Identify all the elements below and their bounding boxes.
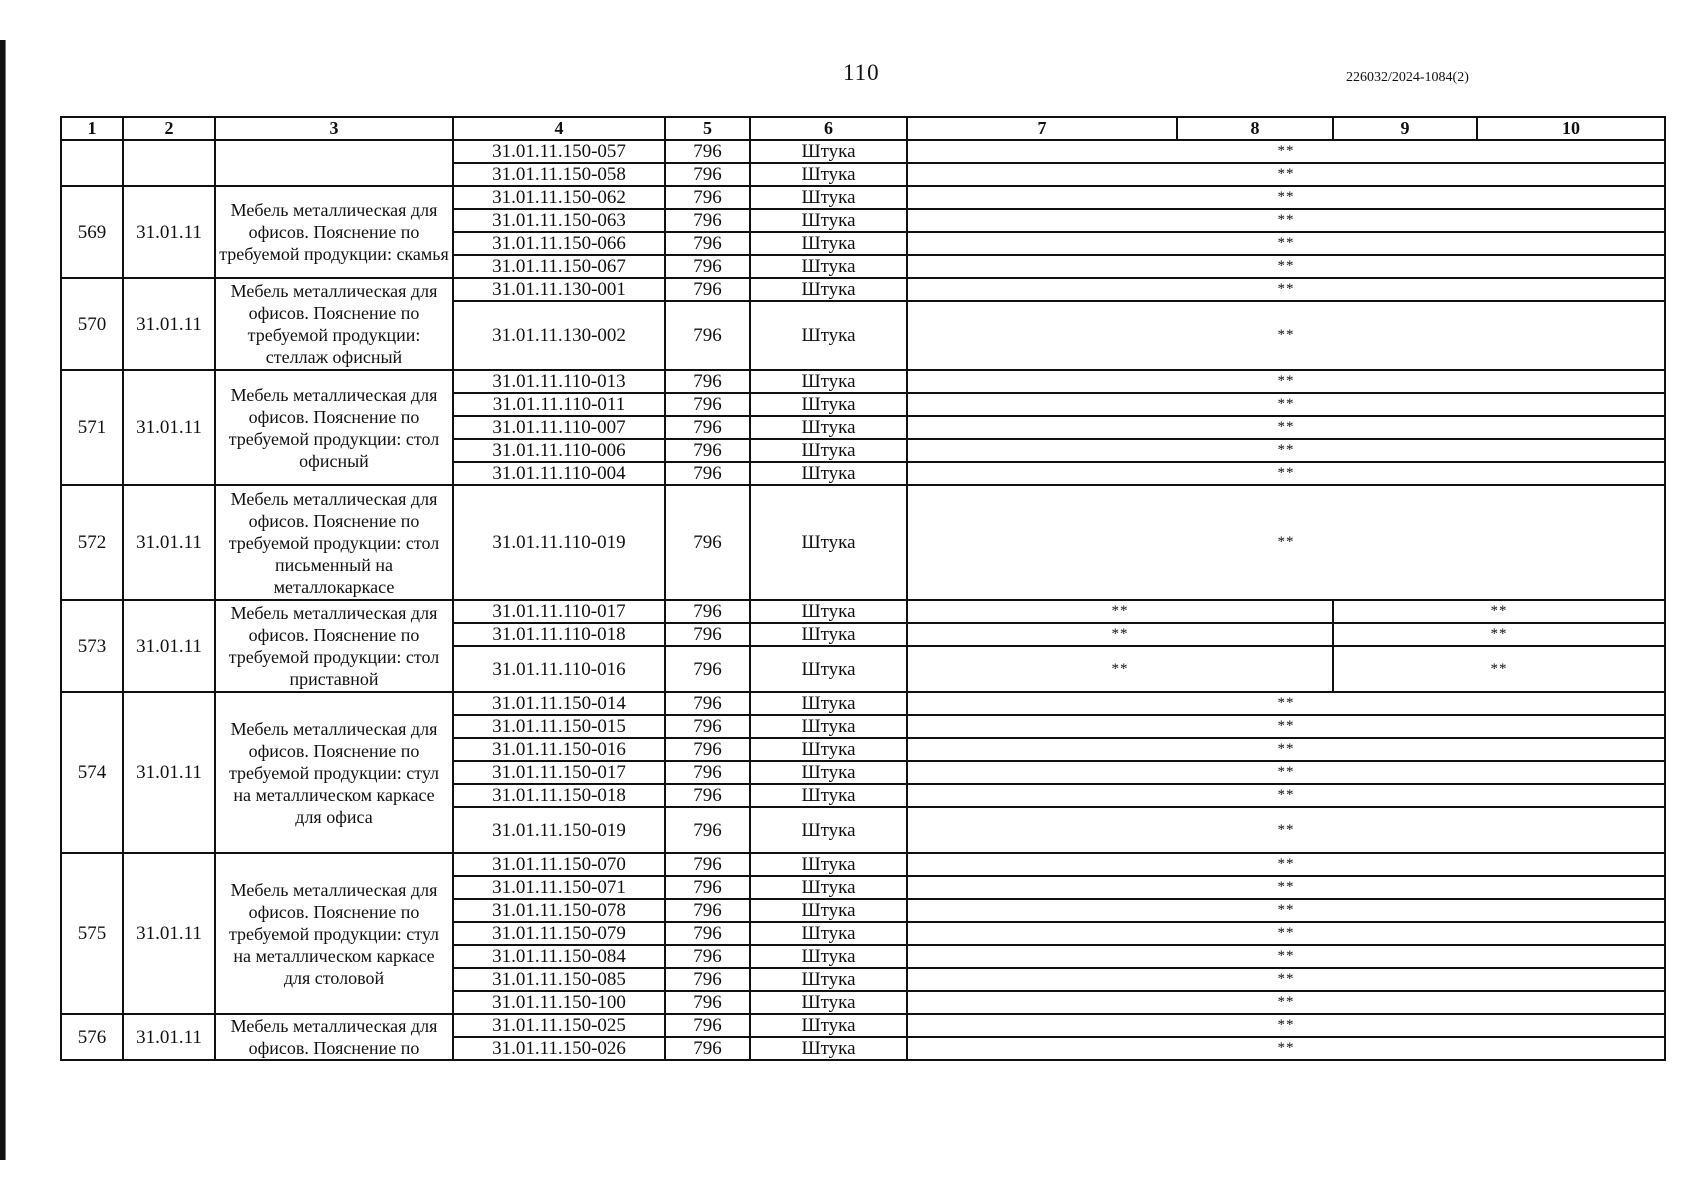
ktru-code-cell: 31.01.11.110-007 <box>453 416 665 439</box>
marks-cell: ** <box>907 876 1665 899</box>
unit-cell: Штука <box>750 876 907 899</box>
marks-cell: ** <box>907 899 1665 922</box>
table-row <box>61 1014 1665 1037</box>
item-number-cell: 576 <box>61 1014 123 1060</box>
table-row <box>61 186 1665 209</box>
description-cell: Мебель металлическая для офисов. Пояснение по <box>215 1014 453 1060</box>
unit-cell: Штука <box>750 1037 907 1060</box>
ktru-code-cell: 31.01.11.110-013 <box>453 370 665 393</box>
ktru-code-cell: 31.01.11.110-011 <box>453 393 665 416</box>
col-header-3: 3 <box>215 117 453 140</box>
ktru-code-cell: 31.01.11.150-025 <box>453 1014 665 1037</box>
item-number-cell: 571 <box>61 370 123 485</box>
unit-cell: Штука <box>750 462 907 485</box>
ktru-code-cell: 31.01.11.150-018 <box>453 784 665 807</box>
ktru-code-cell: 31.01.11.150-085 <box>453 968 665 991</box>
okei-code-cell: 796 <box>665 462 750 485</box>
unit-cell: Штука <box>750 301 907 370</box>
okpd-code-cell: 31.01.11 <box>123 692 215 853</box>
unit-cell: Штука <box>750 715 907 738</box>
okei-code-cell: 796 <box>665 485 750 600</box>
table-row <box>61 370 1665 393</box>
ktru-code-cell: 31.01.11.110-004 <box>453 462 665 485</box>
ktru-code-cell: 31.01.11.150-063 <box>453 209 665 232</box>
okei-code-cell: 796 <box>665 784 750 807</box>
unit-cell: Штука <box>750 278 907 301</box>
ktru-code-cell: 31.01.11.110-018 <box>453 623 665 646</box>
marks-cell: ** <box>907 232 1665 255</box>
marks-cell: ** <box>907 255 1665 278</box>
okei-code-cell: 796 <box>665 692 750 715</box>
okei-code-cell: 796 <box>665 140 750 163</box>
item-number-cell: 569 <box>61 186 123 278</box>
table-row <box>61 692 1665 715</box>
okei-code-cell: 796 <box>665 1037 750 1060</box>
table-row <box>61 600 1665 623</box>
ktru-code-cell: 31.01.11.150-015 <box>453 715 665 738</box>
ktru-code-cell: 31.01.11.150-070 <box>453 853 665 876</box>
unit-cell: Штука <box>750 1014 907 1037</box>
marks-cell: ** <box>907 761 1665 784</box>
unit-cell: Штука <box>750 209 907 232</box>
ktru-code-cell: 31.01.11.110-006 <box>453 439 665 462</box>
unit-cell: Штука <box>750 393 907 416</box>
marks-cell: ** <box>907 278 1665 301</box>
okpd-code-cell: 31.01.11 <box>123 278 215 370</box>
okei-code-cell: 796 <box>665 301 750 370</box>
marks-cell: ** <box>907 738 1665 761</box>
unit-cell: Штука <box>750 232 907 255</box>
item-number-cell: 574 <box>61 692 123 853</box>
okei-code-cell: 796 <box>665 600 750 623</box>
description-cell <box>215 140 453 186</box>
unit-cell: Штука <box>750 600 907 623</box>
ktru-code-cell: 31.01.11.150-078 <box>453 899 665 922</box>
okei-code-cell: 796 <box>665 278 750 301</box>
unit-cell: Штука <box>750 784 907 807</box>
item-number-cell <box>61 140 123 186</box>
description-cell: Мебель металлическая для офисов. Пояснение по требуемой продукции: стул на металлическом каркасе для офиса <box>215 692 453 853</box>
table-body <box>61 140 1665 1060</box>
table-row <box>61 140 1665 163</box>
document-id: 226032/2024-1084(2) <box>1346 70 1469 85</box>
marks-cell: ** <box>907 462 1665 485</box>
description-cell: Мебель металлическая для офисов. Пояснение по требуемой продукции: стеллаж офисный <box>215 278 453 370</box>
okei-code-cell: 796 <box>665 1014 750 1037</box>
ktru-code-cell: 31.01.11.110-016 <box>453 646 665 692</box>
col-header-6: 6 <box>750 117 907 140</box>
ktru-code-cell: 31.01.11.110-017 <box>453 600 665 623</box>
unit-cell: Штука <box>750 646 907 692</box>
scan-edge-mark <box>0 40 9 1160</box>
okpd-code-cell: 31.01.11 <box>123 600 215 692</box>
okei-code-cell: 796 <box>665 715 750 738</box>
unit-cell: Штука <box>750 945 907 968</box>
col-header-4: 4 <box>453 117 665 140</box>
okei-code-cell: 796 <box>665 439 750 462</box>
ktru-code-cell: 31.01.11.110-019 <box>453 485 665 600</box>
okei-code-cell: 796 <box>665 393 750 416</box>
unit-cell: Штука <box>750 623 907 646</box>
col-header-1: 1 <box>61 117 123 140</box>
okei-code-cell: 796 <box>665 922 750 945</box>
col-header-8: 8 <box>1177 117 1333 140</box>
col-header-10: 10 <box>1477 117 1665 140</box>
ktru-code-cell: 31.01.11.150-019 <box>453 807 665 853</box>
okei-code-cell: 796 <box>665 991 750 1014</box>
okei-code-cell: 796 <box>665 968 750 991</box>
unit-cell: Штука <box>750 991 907 1014</box>
marks-cell: ** <box>907 140 1665 163</box>
unit-cell: Штука <box>750 807 907 853</box>
marks-cell: ** <box>907 968 1665 991</box>
marks-cell: ** <box>907 945 1665 968</box>
unit-cell: Штука <box>750 140 907 163</box>
okei-code-cell: 796 <box>665 807 750 853</box>
ktru-code-cell: 31.01.11.130-001 <box>453 278 665 301</box>
okei-code-cell: 796 <box>665 945 750 968</box>
col-header-5: 5 <box>665 117 750 140</box>
unit-cell: Штука <box>750 738 907 761</box>
unit-cell: Штука <box>750 485 907 600</box>
item-number-cell: 575 <box>61 853 123 1014</box>
ktru-code-cell: 31.01.11.130-002 <box>453 301 665 370</box>
unit-cell: Штука <box>750 692 907 715</box>
catalog-table <box>60 116 1666 1061</box>
marks-cell: ** <box>907 485 1665 600</box>
unit-cell: Штука <box>750 186 907 209</box>
okei-code-cell: 796 <box>665 876 750 899</box>
unit-cell: Штука <box>750 439 907 462</box>
ktru-code-cell: 31.01.11.150-062 <box>453 186 665 209</box>
ktru-code-cell: 31.01.11.150-026 <box>453 1037 665 1060</box>
marks-cell: ** <box>907 1037 1665 1060</box>
item-number-cell: 572 <box>61 485 123 600</box>
description-cell: Мебель металлическая для офисов. Пояснение по требуемой продукции: стул на металлическом каркасе для столовой <box>215 853 453 1014</box>
okei-code-cell: 796 <box>665 209 750 232</box>
description-cell: Мебель металлическая для офисов. Пояснение по требуемой продукции: стол письменный на металлокаркасе <box>215 485 453 600</box>
okpd-code-cell <box>123 140 215 186</box>
marks-cell: ** <box>907 370 1665 393</box>
table-row <box>61 278 1665 301</box>
description-cell: Мебель металлическая для офисов. Пояснение по требуемой продукции: стол приставной <box>215 600 453 692</box>
marks-cell: ** <box>907 186 1665 209</box>
ktru-code-cell: 31.01.11.150-100 <box>453 991 665 1014</box>
marks-cell-secondary: ** <box>1333 600 1665 623</box>
unit-cell: Штука <box>750 163 907 186</box>
okei-code-cell: 796 <box>665 623 750 646</box>
marks-cell: ** <box>907 393 1665 416</box>
unit-cell: Штука <box>750 899 907 922</box>
header-row <box>61 117 1665 140</box>
col-header-7: 7 <box>907 117 1177 140</box>
unit-cell: Штука <box>750 255 907 278</box>
unit-cell: Штука <box>750 968 907 991</box>
okei-code-cell: 796 <box>665 186 750 209</box>
ktru-code-cell: 31.01.11.150-057 <box>453 140 665 163</box>
okpd-code-cell: 31.01.11 <box>123 853 215 1014</box>
unit-cell: Штука <box>750 370 907 393</box>
marks-cell: ** <box>907 991 1665 1014</box>
ktru-code-cell: 31.01.11.150-084 <box>453 945 665 968</box>
unit-cell: Штука <box>750 416 907 439</box>
marks-cell: ** <box>907 692 1665 715</box>
okpd-code-cell: 31.01.11 <box>123 485 215 600</box>
marks-cell: ** <box>907 646 1333 692</box>
okei-code-cell: 796 <box>665 738 750 761</box>
item-number-cell: 573 <box>61 600 123 692</box>
col-header-2: 2 <box>123 117 215 140</box>
okpd-code-cell: 31.01.11 <box>123 186 215 278</box>
ktru-code-cell: 31.01.11.150-066 <box>453 232 665 255</box>
okei-code-cell: 796 <box>665 255 750 278</box>
ktru-code-cell: 31.01.11.150-014 <box>453 692 665 715</box>
marks-cell: ** <box>907 209 1665 232</box>
marks-cell: ** <box>907 416 1665 439</box>
marks-cell: ** <box>907 807 1665 853</box>
okei-code-cell: 796 <box>665 370 750 393</box>
marks-cell: ** <box>907 784 1665 807</box>
okei-code-cell: 796 <box>665 232 750 255</box>
marks-cell: ** <box>907 600 1333 623</box>
marks-cell: ** <box>907 1014 1665 1037</box>
marks-cell: ** <box>907 439 1665 462</box>
table-row <box>61 485 1665 600</box>
unit-cell: Штука <box>750 761 907 784</box>
marks-cell: ** <box>907 715 1665 738</box>
description-cell: Мебель металлическая для офисов. Пояснение по требуемой продукции: скамья <box>215 186 453 278</box>
okei-code-cell: 796 <box>665 646 750 692</box>
okpd-code-cell: 31.01.11 <box>123 370 215 485</box>
description-cell: Мебель металлическая для офисов. Пояснение по требуемой продукции: стол офисный <box>215 370 453 485</box>
col-header-9: 9 <box>1333 117 1477 140</box>
ktru-code-cell: 31.01.11.150-079 <box>453 922 665 945</box>
marks-cell: ** <box>907 301 1665 370</box>
marks-cell-secondary: ** <box>1333 646 1665 692</box>
marks-cell: ** <box>907 853 1665 876</box>
ktru-code-cell: 31.01.11.150-067 <box>453 255 665 278</box>
okei-code-cell: 796 <box>665 761 750 784</box>
ktru-code-cell: 31.01.11.150-017 <box>453 761 665 784</box>
okei-code-cell: 796 <box>665 416 750 439</box>
marks-cell: ** <box>907 623 1333 646</box>
unit-cell: Штука <box>750 853 907 876</box>
marks-cell-secondary: ** <box>1333 623 1665 646</box>
table-row <box>61 853 1665 876</box>
ktru-code-cell: 31.01.11.150-058 <box>453 163 665 186</box>
marks-cell: ** <box>907 922 1665 945</box>
okei-code-cell: 796 <box>665 853 750 876</box>
unit-cell: Штука <box>750 922 907 945</box>
page-number: 110 <box>843 60 880 85</box>
item-number-cell: 570 <box>61 278 123 370</box>
ktru-code-cell: 31.01.11.150-016 <box>453 738 665 761</box>
ktru-code-cell: 31.01.11.150-071 <box>453 876 665 899</box>
marks-cell: ** <box>907 163 1665 186</box>
okei-code-cell: 796 <box>665 163 750 186</box>
okpd-code-cell: 31.01.11 <box>123 1014 215 1060</box>
okei-code-cell: 796 <box>665 899 750 922</box>
